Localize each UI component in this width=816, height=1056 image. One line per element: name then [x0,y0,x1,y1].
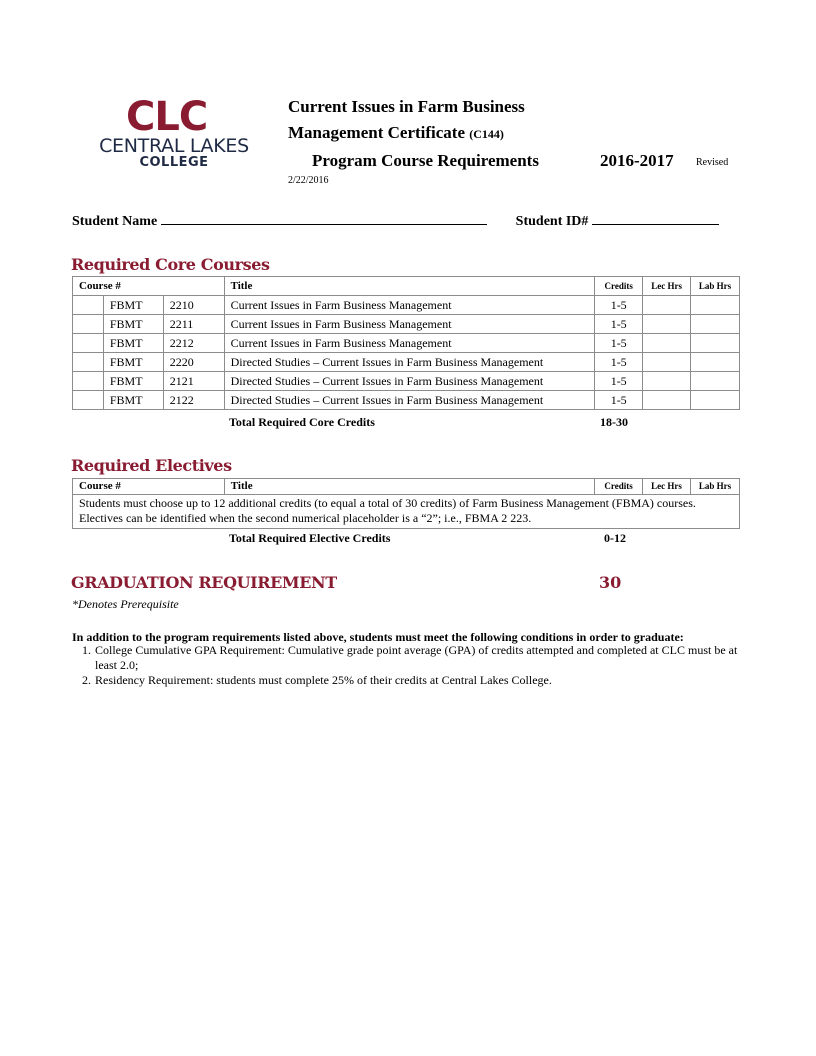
course-credits: 1-5 [595,296,643,315]
table-row [73,372,740,391]
title-header: Title [224,479,594,495]
student-id-label: Student ID# [515,214,589,229]
graduation-conditions-list [72,643,762,688]
title-line2-text: Management Certificate [288,123,466,142]
lec-hrs-cell [643,296,691,315]
graduation-requirement-value: 30 [599,573,622,592]
lab-hrs-cell [691,353,740,372]
academic-year: 2016-2017 [600,151,674,170]
table-row [73,296,740,315]
core-total-label: Total Required Core Credits [229,415,375,429]
table-row [73,495,740,529]
course-prefix: FBMT [103,391,163,410]
course-prefix: FBMT [103,372,163,391]
course-prefix: FBMT [103,353,163,372]
revised-label: Revised [696,157,729,168]
table-row [73,315,740,334]
course-credits: 1-5 [595,372,643,391]
student-name-field[interactable] [161,210,487,225]
course-title: Current Issues in Farm Business Management [224,334,595,353]
electives-heading: Required Electives [71,456,232,475]
student-id-field[interactable] [592,210,719,225]
college-logo [86,94,262,177]
credits-header: Credits [595,479,643,495]
course-title: Current Issues in Farm Business Management [224,296,595,315]
prereq-cell [73,315,104,334]
course-prefix: FBMT [103,296,163,315]
prerequisite-note: *Denotes Prerequisite [72,597,179,611]
course-number: 2212 [163,334,224,353]
title-header: Title [224,277,595,296]
student-name-label: Student Name [72,214,158,229]
lab-hrs-cell [691,315,740,334]
course-title: Directed Studies – Current Issues in Farm Business Management [224,391,595,410]
table-header-row [73,479,740,495]
lab-hrs-cell [691,391,740,410]
prereq-cell [73,353,104,372]
course-prefix: FBMT [103,334,163,353]
lec-hrs-cell [643,334,691,353]
core-courses-table [72,276,740,410]
list-item: 2. Residency Requirement: students must complete 25% of their credits at Central Lakes College. [94,673,762,688]
core-total-value: 18-30 [600,415,628,429]
course-prefix: FBMT [103,315,163,334]
lec-hrs-cell [643,372,691,391]
electives-note: Students must choose up to 12 additional credits (to equal a total of 30 credits) of Farm Business Management (FBMA) courses. Electives can be identified when the second numerical placeholder is a “2”; i.e., FBMA 2 223. [73,495,740,529]
course-title: Current Issues in Farm Business Management [224,315,595,334]
electives-total-value: 0-12 [604,531,626,545]
graduation-requirement-heading: GRADUATION REQUIREMENT [71,573,337,592]
logo-college-text: COLLEGE [139,155,209,170]
course-credits: 1-5 [595,315,643,334]
course-credits: 1-5 [595,353,643,372]
electives-table [72,478,740,529]
logo-clc-text: CLC [126,94,208,140]
course-credits: 1-5 [595,334,643,353]
core-courses-heading: Required Core Courses [71,255,270,274]
prereq-cell [73,391,104,410]
electives-total-label: Total Required Elective Credits [229,531,391,545]
course-title: Directed Studies – Current Issues in Farm Business Management [224,353,595,372]
course-number: 2210 [163,296,224,315]
lec-hrs-header: Lec Hrs [643,277,691,296]
table-header-row [73,277,740,296]
course-number: 2211 [163,315,224,334]
course-number: 2220 [163,353,224,372]
lab-hrs-cell [691,372,740,391]
logo-central-lakes-text: CENTRAL LAKES [99,135,249,157]
lec-hrs-cell [643,391,691,410]
prereq-cell [73,296,104,315]
revised-date: 2/22/2016 [288,175,329,186]
lec-hrs-cell [643,353,691,372]
course-number-header: Course # [73,277,225,296]
lab-hrs-header: Lab Hrs [691,479,740,495]
course-number: 2121 [163,372,224,391]
table-row [73,353,740,372]
graduation-conditions-intro: In addition to the program requirements listed above, students must meet the following conditions in order to graduate: [72,630,684,644]
course-title: Directed Studies – Current Issues in Farm Business Management [224,372,595,391]
course-credits: 1-5 [595,391,643,410]
table-row [73,391,740,410]
course-number: 2122 [163,391,224,410]
lab-hrs-header: Lab Hrs [691,277,740,296]
document-title-line2 [288,123,504,144]
document-subtitle: Program Course Requirements [312,151,539,170]
table-row [73,334,740,353]
list-item: 1. College Cumulative GPA Requirement: Cumulative grade point average (GPA) of credits attempted and completed at CLC must be at least 2.0; [94,643,762,673]
credits-header: Credits [595,277,643,296]
program-code: (C144) [469,127,504,141]
student-info-line [72,210,740,231]
document-title-line1: Current Issues in Farm Business [288,97,525,116]
prereq-cell [73,334,104,353]
prereq-cell [73,372,104,391]
lab-hrs-cell [691,334,740,353]
lec-hrs-cell [643,315,691,334]
course-number-header: Course # [73,479,225,495]
lab-hrs-cell [691,296,740,315]
lec-hrs-header: Lec Hrs [643,479,691,495]
